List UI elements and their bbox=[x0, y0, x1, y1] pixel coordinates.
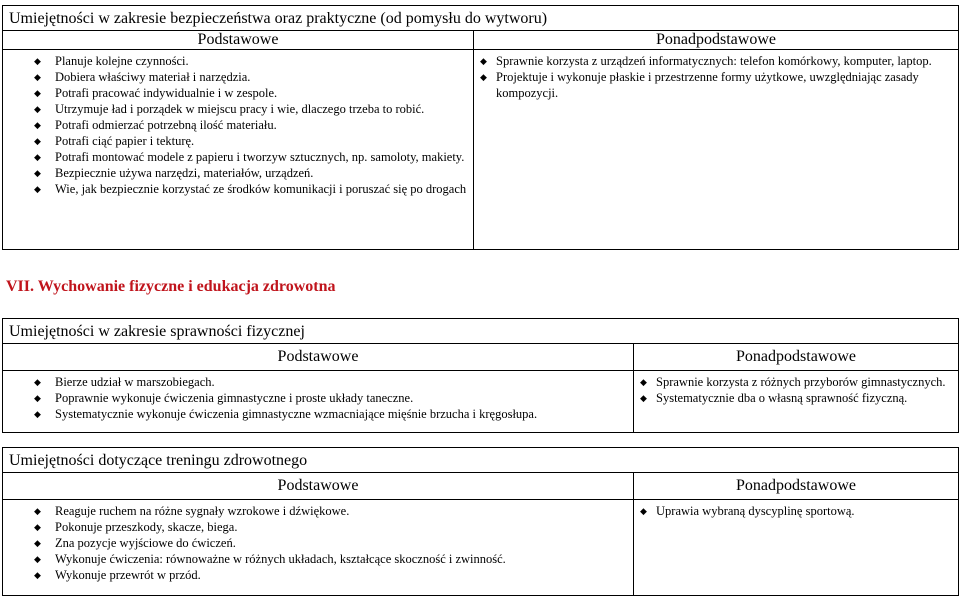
practical-skills-table bbox=[2, 5, 959, 250]
bullet-icon: ◆ bbox=[640, 393, 647, 403]
chapter-number: VII. bbox=[6, 278, 35, 295]
list-item-text: Bierze udział w marszobiegach. bbox=[55, 375, 215, 389]
list-item bbox=[3, 101, 467, 117]
bullet-icon: ◆ bbox=[34, 377, 41, 387]
bullet-icon: ◆ bbox=[34, 554, 41, 564]
list-item bbox=[3, 551, 627, 567]
list-item bbox=[3, 117, 467, 133]
bullet-icon: ◆ bbox=[34, 506, 41, 516]
advanced-skills-list bbox=[634, 371, 958, 410]
section-title: Umiejętności dotyczące treningu zdrowotnego bbox=[3, 448, 959, 473]
chapter-heading bbox=[6, 278, 335, 296]
column-header-basic: Podstawowe bbox=[3, 31, 474, 50]
list-item-text: Potrafi montować modele z papieru i tworzyw sztucznych, np. samoloty, makiety. bbox=[55, 150, 465, 164]
list-item bbox=[634, 503, 952, 519]
basic-skills-cell bbox=[3, 500, 634, 596]
basic-skills-cell bbox=[3, 50, 474, 250]
list-item-text: Pokonuje przeszkody, skacze, biega. bbox=[55, 520, 238, 534]
list-item bbox=[3, 374, 627, 390]
list-item-text: Utrzymuje ład i porządek w miejscu pracy i wie, dlaczego trzeba to robić. bbox=[55, 102, 425, 116]
advanced-skills-list bbox=[474, 50, 958, 105]
bullet-icon: ◆ bbox=[34, 522, 41, 532]
list-item bbox=[3, 165, 467, 181]
bullet-icon: ◆ bbox=[34, 184, 41, 194]
list-item bbox=[3, 133, 467, 149]
list-item bbox=[3, 69, 467, 85]
advanced-skills-cell bbox=[634, 500, 959, 596]
list-item bbox=[3, 181, 467, 197]
list-item bbox=[3, 149, 467, 165]
list-item-text: Wykonuje przewrót w przód. bbox=[55, 568, 201, 582]
bullet-icon: ◆ bbox=[480, 72, 487, 82]
list-item-text: Potrafi pracować indywidualnie i w zespole. bbox=[55, 86, 278, 100]
bullet-icon: ◆ bbox=[34, 136, 41, 146]
health-training-table bbox=[2, 447, 959, 596]
basic-skills-list bbox=[3, 500, 633, 587]
list-item bbox=[474, 69, 952, 101]
bullet-icon: ◆ bbox=[640, 506, 647, 516]
list-item-text: Systematycznie dba o własną sprawność fizyczną. bbox=[656, 391, 908, 405]
bullet-icon: ◆ bbox=[34, 88, 41, 98]
list-item bbox=[3, 406, 627, 422]
column-header-advanced: Ponadpodstawowe bbox=[474, 31, 959, 50]
advanced-skills-cell bbox=[474, 50, 959, 250]
bullet-icon: ◆ bbox=[34, 120, 41, 130]
column-header-advanced: Ponadpodstawowe bbox=[634, 344, 959, 371]
bullet-icon: ◆ bbox=[34, 168, 41, 178]
list-item bbox=[634, 374, 952, 390]
chapter-title: Wychowanie fizyczne i edukacja zdrowotna bbox=[37, 278, 336, 295]
list-item-text: Reaguje ruchem na różne sygnały wzrokowe i dźwiękowe. bbox=[55, 504, 350, 518]
list-item bbox=[3, 503, 627, 519]
list-item bbox=[474, 53, 952, 69]
bullet-icon: ◆ bbox=[480, 56, 487, 66]
list-item-text: Potrafi ciąć papier i tekturę. bbox=[55, 134, 195, 148]
bullet-icon: ◆ bbox=[640, 377, 647, 387]
bullet-icon: ◆ bbox=[34, 393, 41, 403]
physical-fitness-table bbox=[2, 318, 959, 433]
list-item bbox=[3, 535, 627, 551]
list-item-text: Potrafi odmierzać potrzebną ilość materiału. bbox=[55, 118, 277, 132]
column-header-basic: Podstawowe bbox=[3, 473, 634, 500]
bullet-icon: ◆ bbox=[34, 72, 41, 82]
list-item bbox=[3, 567, 627, 583]
bullet-icon: ◆ bbox=[34, 570, 41, 580]
list-item-text: Wie, jak bezpiecznie korzystać ze środków komunikacji i poruszać się po drogach bbox=[55, 182, 467, 196]
column-header-basic: Podstawowe bbox=[3, 344, 634, 371]
list-item-text: Uprawia wybraną dyscyplinę sportową. bbox=[656, 504, 855, 518]
bullet-icon: ◆ bbox=[34, 56, 41, 66]
list-item-text: Sprawnie korzysta z urządzeń informatycznych: telefon komórkowy, komputer, laptop. bbox=[496, 54, 932, 68]
bullet-icon: ◆ bbox=[34, 409, 41, 419]
advanced-skills-cell bbox=[634, 371, 959, 433]
list-item-text: Systematycznie wykonuje ćwiczenia gimnastyczne wzmacniające mięśnie brzucha i kręgosłupa. bbox=[55, 407, 538, 421]
basic-skills-list bbox=[3, 371, 633, 426]
list-item-text: Bezpiecznie używa narzędzi, materiałów, urządzeń. bbox=[55, 166, 314, 180]
bullet-icon: ◆ bbox=[34, 104, 41, 114]
list-item bbox=[3, 390, 627, 406]
list-item-text: Planuje kolejne czynności. bbox=[55, 54, 189, 68]
list-item bbox=[3, 85, 467, 101]
section-title: Umiejętności w zakresie sprawności fizycznej bbox=[3, 319, 959, 344]
column-header-advanced: Ponadpodstawowe bbox=[634, 473, 959, 500]
advanced-skills-list bbox=[634, 500, 958, 523]
basic-skills-cell bbox=[3, 371, 634, 433]
list-item-text: Dobiera właściwy materiał i narzędzia. bbox=[55, 70, 251, 84]
list-item bbox=[634, 390, 952, 406]
list-item bbox=[3, 53, 467, 69]
list-item-text: Projektuje i wykonuje płaskie i przestrzenne formy użytkowe, uwzględniając zasady kompozycji. bbox=[496, 70, 919, 100]
bullet-icon: ◆ bbox=[34, 152, 41, 162]
section-title: Umiejętności w zakresie bezpieczeństwa oraz praktyczne (od pomysłu do wytworu) bbox=[3, 6, 959, 31]
basic-skills-list bbox=[3, 50, 473, 201]
bullet-icon: ◆ bbox=[34, 538, 41, 548]
list-item bbox=[3, 519, 627, 535]
list-item-text: Sprawnie korzysta z różnych przyborów gimnastycznych. bbox=[656, 375, 946, 389]
list-item-text: Wykonuje ćwiczenia: równoważne w różnych układach, kształcące skoczność i zwinność. bbox=[55, 552, 506, 566]
list-item-text: Poprawnie wykonuje ćwiczenia gimnastyczne i proste układy taneczne. bbox=[55, 391, 414, 405]
list-item-text: Zna pozycje wyjściowe do ćwiczeń. bbox=[55, 536, 236, 550]
